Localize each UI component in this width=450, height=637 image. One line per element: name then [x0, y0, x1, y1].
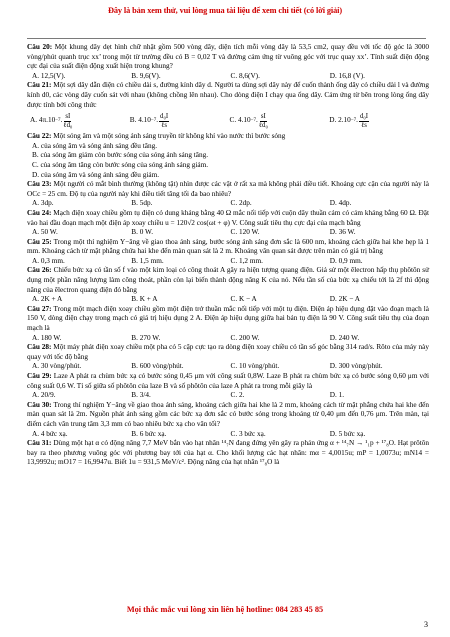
option-d: D. 300 vòng/phút.: [329, 362, 383, 371]
option-a: A. 0,3 mm.: [32, 256, 65, 265]
question-20: [27, 43, 429, 72]
options-row: [27, 295, 429, 305]
option-b: B. 0 W.: [131, 228, 154, 237]
options-row: [27, 334, 429, 344]
question-31: [27, 439, 429, 468]
question-label: Câu 31:: [27, 439, 52, 448]
option-c: C. 3 bức xạ.: [230, 429, 266, 438]
formula-fraction: $\frac{sI}{\text{ℓd₀}}$: [258, 112, 268, 129]
option-b: B. 4.10 −7 . $\frac{\text{d₀I}}{\text{ℓs}}$: [129, 112, 169, 129]
preview-banner: Đây là bản xem thử, vui lòng mua tài liệu để xem chi tiết (có lời giải): [107, 6, 343, 15]
option-a: A. 20/9.: [32, 391, 56, 400]
formula-fraction: $\frac{\text{d₀I}}{\text{ℓs}}$: [160, 112, 169, 129]
option-b: B. 9,6(V).: [131, 71, 161, 80]
option-c: C. của sóng âm tăng còn bước sóng của sóng ánh sáng giảm.: [32, 160, 209, 169]
option-c: C. 1,2 mm.: [230, 256, 263, 265]
page-number: 3: [424, 620, 428, 629]
question-label: Câu 20:: [27, 43, 53, 51]
option-a: A. 3dp.: [32, 199, 54, 208]
question-text: Một khung dây dẹt hình chữ nhật gồm 500 vòng dây, diện tích mỗi vòng dây là 53,5 cm2, quay đều với tốc độ góc là 3000 vòng/phút quanh trục xx’ trong một từ trường đều có B = 0,02 T và đường cảm ứng từ vuông góc với trục quay xx’. Tính suất điện động cực đại của suất điện động xuất hiện trong khung?: [27, 43, 430, 71]
question-text: Mạch điện xoay chiều gồm tụ điện có dung kháng bằng 40 Ω mắc nối tiếp với cuộn dây thuần cảm có cảm kháng bằng 60 Ω. Đặt vào hai đầu đoạn mạch một điện áp xoay chiều u = 120√2 cos(ωt + φ) V. Công suất tiêu thụ cực đại của mạch bằng: [27, 208, 429, 227]
option-b: B. 6 bức xạ.: [131, 429, 167, 438]
option-c: C. 200 W.: [230, 333, 260, 342]
question-label: Câu 22:: [27, 132, 52, 141]
option-a: A. 50 W.: [32, 228, 58, 237]
option-b: B. 270 W.: [131, 333, 161, 342]
question-text: Trong một thí nghiệm Y−âng về giao thoa ánh sáng, bước sóng ánh sáng đơn sắc là 600 nm, khoảng cách giữa hai khe hẹp là 1 mm. Khoảng cách từ mặt phẳng chứa hai khe đến màn quan sát là 2 m. Khoảng vân quan sát được trên màn có giá trị bằng: [27, 237, 430, 256]
option-d: D. của sóng âm và sóng ánh sáng đều giảm.: [32, 170, 160, 179]
question-text: Một máy phát điện xoay chiều một pha có 5 cặp cực tạo ra dòng điện xoay chiều có tần số góc bằng 314 rad/s. Rôto của máy này quay với tốc độ bằng: [27, 343, 429, 361]
option-d: D. 2.10 −7 . $\frac{\text{d₀I}}{\text{ℓs}}$: [329, 112, 368, 129]
question-23: [27, 180, 429, 199]
option-a: A. của sóng âm và sóng ánh sáng đều tăng.: [32, 141, 158, 150]
option-b: B. 5dp.: [131, 199, 153, 208]
question-29: [27, 372, 429, 391]
option-d: D. 240 W.: [329, 333, 360, 342]
question-label: Câu 24:: [27, 208, 52, 217]
option-c: C. 8,6(V).: [230, 71, 260, 80]
option-d: D. 1.: [329, 391, 345, 400]
question-text: Chiếu bức xạ có tần số f vào một kim loại có công thoát A gây ra hiện tượng quang điện. Giả sử một êlectron hấp thụ phôtôn sử dụng một phần năng lượng làm công thoát, phần còn lại biến thành động năng K của nó. Nếu tần số của bức xạ chiếu tới là 2f thì động năng của êlectron quang điện đó bằng: [27, 266, 429, 294]
options-row: [27, 430, 429, 440]
header-divider: [27, 38, 426, 39]
question-label: Câu 27:: [27, 304, 52, 313]
option-b: B. K + A: [131, 295, 158, 304]
question-27: [27, 305, 429, 334]
option-d: D. 36 W.: [329, 228, 356, 237]
option-b: B. của sóng âm giảm còn bước sóng của sóng ánh sáng tăng.: [32, 151, 209, 160]
question-text: Trong thí nghiệm Y−âng về giao thoa ánh sáng, khoảng cách giữa hai khe là 2 mm, khoảng cách từ mặt phẳng chứa hai khe đến màn quan sát là 2m. Nguồn phát ánh sáng gồm các bức xạ đơn sắc có bước sóng trong khoảng từ 0,40 μm đến 0,76 μm. Trên màn, tại điểm cách vân trung tâm 3,3 mm có bao nhiêu bức xạ cho vân tối?: [27, 400, 430, 428]
question-26: [27, 266, 429, 295]
option-a: A. 180 W.: [32, 333, 62, 342]
option-b: B. 1,5 mm.: [131, 256, 164, 265]
options-row: [27, 391, 429, 401]
question-label: Câu 30:: [27, 400, 52, 409]
question-28: [27, 343, 429, 362]
question-label: Câu 28:: [27, 343, 52, 352]
option-c: C. K − A: [230, 295, 257, 304]
option-d: D. 2K − A: [329, 295, 361, 304]
option-a: A. 4π.10 −7 . $\frac{sI}{\text{ℓd₀}}$: [30, 112, 73, 129]
question-label: Câu 29:: [27, 372, 52, 380]
option-d: D. 5 bức xạ.: [329, 429, 366, 438]
question-label: Câu 21:: [27, 81, 52, 90]
option-d: D. 4dp.: [329, 199, 352, 208]
question-30: [27, 401, 429, 430]
question-24: [27, 209, 429, 228]
question-21: [27, 81, 429, 110]
options-row: [27, 228, 429, 238]
question-label: Câu 23:: [27, 180, 52, 189]
options-row: [27, 362, 429, 372]
option-c: C. 4.10 −7 . $\frac{sI}{\text{ℓd₀}}$: [229, 112, 268, 129]
options-row: [27, 72, 429, 82]
option-c: C. 2dp.: [230, 199, 252, 208]
options-row: [27, 199, 429, 209]
option-b: B. 3/4.: [131, 391, 151, 400]
question-text: Một sóng âm và một sóng ánh sáng truyền từ không khí vào nước thì bước sóng: [53, 132, 286, 141]
question-label: Câu 25:: [27, 237, 52, 246]
hotline-banner: Mọi thắc mắc vui lòng xin liên hệ hotline: 084 283 45 85: [126, 605, 324, 614]
option-d: D. 16,8 (V).: [329, 71, 365, 80]
option-a: A. 4 bức xạ.: [32, 429, 68, 438]
option-a: A. 30 vòng/phút.: [32, 362, 82, 371]
options-row: [27, 257, 429, 267]
question-25: [27, 238, 429, 257]
formula-fraction: $\frac{\text{d₀I}}{\text{ℓs}}$: [359, 112, 368, 129]
option-b: B. 600 vòng/phút.: [131, 362, 184, 371]
formula-fraction: $\frac{sI}{\text{ℓd₀}}$: [63, 112, 73, 129]
question-text: Một sợi dây dẫn điện có chiều dài s, đường kính dây d. Người ta dùng sợi dây này để cuốn thành ống dây có chiều dài l và đường kính d0, các vòng dây cuốn sát với nhau (không chồng lên nhau). Cho dòng điện I chạy qua ống dây. Cảm ứng từ bên trong lòng ống dây được tính bởi công thức: [27, 81, 430, 109]
question-text: Laze A phát ra chùm bức xạ có bước sóng 0,45 μm với công suất 0,8W. Laze B phát ra chùm bức xạ có bước sóng 0,60 μm với công suất 0,6 W. Tỉ số giữa số phôtôn của laze B và số phôtôn của laze A phát ra trong mỗi giây là: [27, 372, 429, 390]
option-c: C. 120 W.: [230, 228, 260, 237]
option-c: C. 2.: [230, 391, 245, 400]
option-a: A. 2K + A: [32, 295, 63, 304]
question-text: Một người có mắt bình thường (không tật) nhìn được các vật ở rất xa mà không phải điều tiết. Khoảng cực cận của người này là OCc = 25 cm. Độ tụ của người này khi điều tiết tăng tối đa bao nhiêu?: [27, 180, 430, 198]
option-a: A. 12,5(V).: [32, 71, 66, 80]
question-text: Dùng một hạt α có động năng 7,7 MeV bắn vào hạt nhân ¹⁴₇N đang đứng yên gây ra phản ứng α + ¹⁴₇N → ¹₁p + ¹⁷₈O. Hạt prôtôn bay ra theo phương vuông góc với phương bay tới của hạt α. Cho khối lượng các hạt nhân: mα = 4,0015u; mP = 1,0073u; mN14 = 13,9992u; mO17 = 16,9947u. Biết 1u = 931,5 MeV/c². Động năng của hạt nhân ¹⁷₈O là: [27, 439, 430, 467]
formula-options-row: [27, 110, 429, 132]
option-d: D. 0,9 mm.: [329, 256, 363, 265]
question-text: Trong một mạch điện xoay chiều gồm một điện trở thuần mắc nối tiếp với một tụ điện. Điện áp hiệu dụng đặt vào đoạn mạch là 150 V, dòng điện chạy trong mạch có giá trị hiệu dụng 2 A. Điện áp hiệu dụng giữa hai bản tụ điện là 90 V. Công suất tiêu thụ của đoạn mạch là: [27, 304, 430, 333]
option-c: C. 10 vòng/phút.: [230, 362, 280, 371]
question-22: [27, 132, 429, 142]
question-label: Câu 26:: [27, 266, 52, 275]
question-list: [27, 43, 429, 468]
